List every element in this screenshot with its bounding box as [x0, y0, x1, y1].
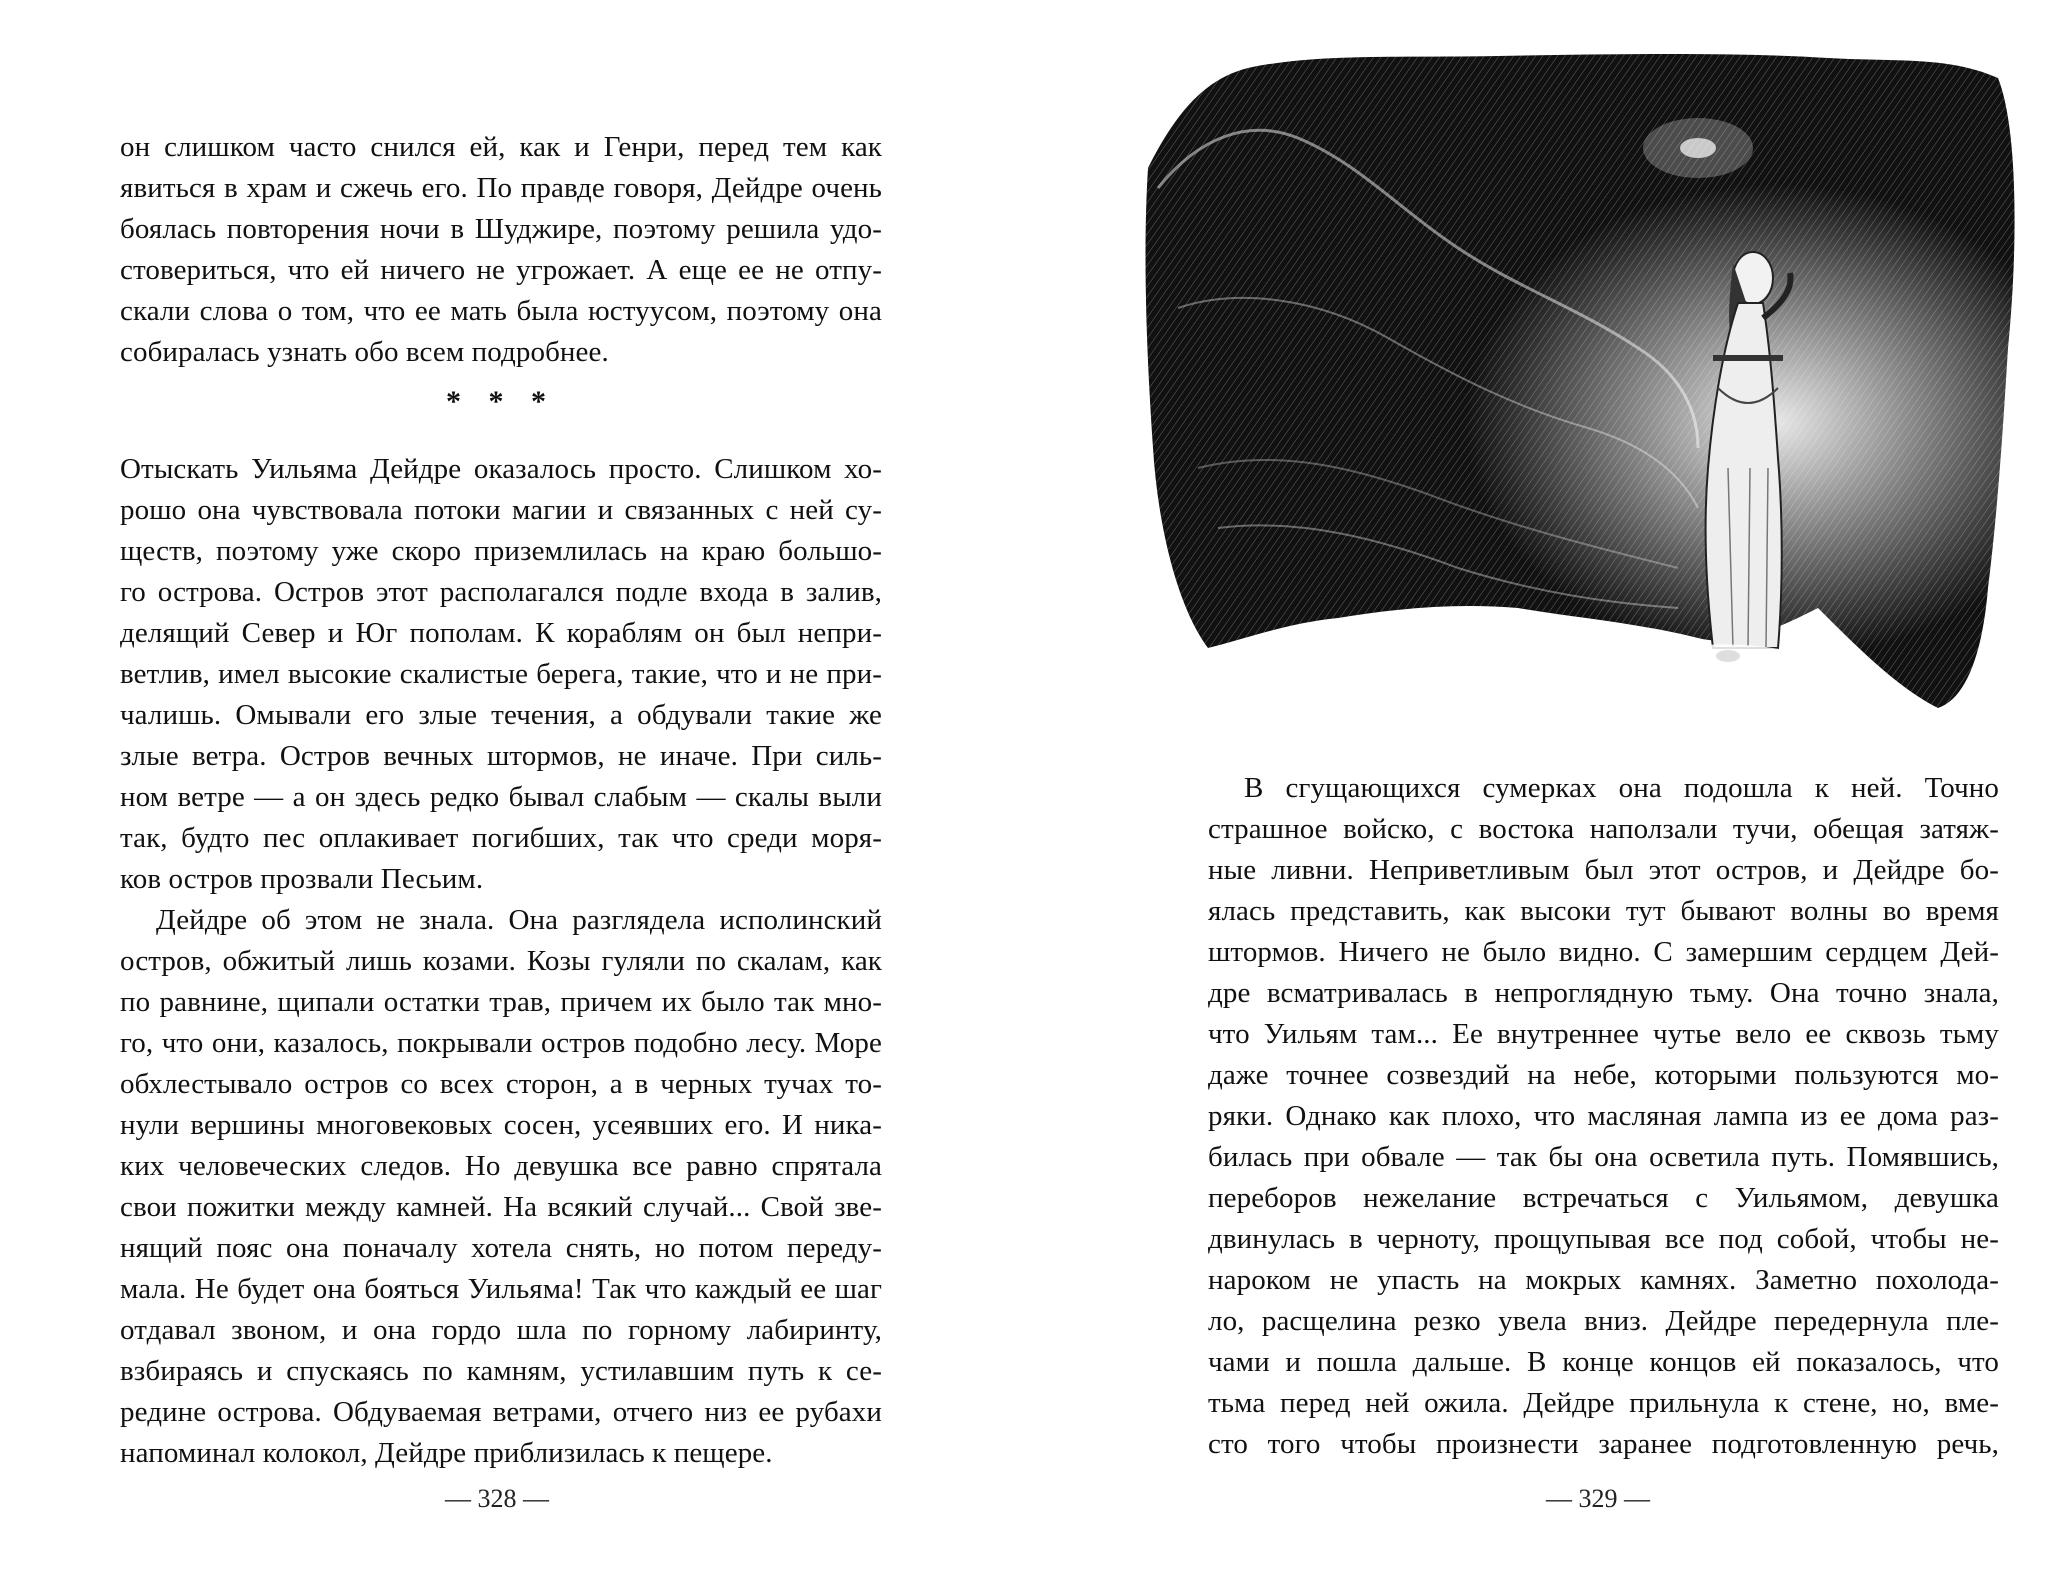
text-line: тьма перед ней ожила. Дейдре прильнула к стене, но, вме-	[1208, 1387, 1999, 1419]
text-line: ков остров прозвали Песьим.	[120, 863, 484, 895]
illustration-svg	[1138, 48, 2024, 728]
page-number: — 328 —	[445, 1484, 549, 1513]
text-line: ществ, поэтому уже скоро приземлилась на краю большо-	[120, 535, 882, 567]
text-line: взбираясь и спускаясь по камням, устилавшим путь к се-	[120, 1355, 882, 1387]
text-line: так, будто пес оплакивает погибших, так что среди моря-	[120, 822, 882, 854]
text-line: собиралась узнать обо всем подробнее.	[120, 336, 609, 368]
text-line: переборов нежелание встречаться с Уильямом, девушка	[1208, 1182, 1999, 1214]
text-line: стовериться, что ей ничего не угрожает. А еще ее не отпу-	[120, 254, 882, 286]
text-line: свои пожитки между камней. На всякий случай... Свой зве-	[120, 1191, 882, 1223]
text-line: дре всматривалась в непроглядную тьму. Она точно знала,	[1208, 977, 1999, 1009]
section-separator: * * *	[446, 385, 556, 418]
text-line: ряки. Однако как плохо, что масляная лампа из ее дома раз-	[1208, 1100, 1999, 1132]
text-line: нули вершины многовековых сосен, усеявших его. И ника-	[120, 1109, 882, 1141]
text-line: обхлестывало остров со всех сторон, а в черных тучах то-	[120, 1068, 882, 1100]
text-line: го, что они, казалось, покрывали остров подобно лесу. Море	[120, 1027, 882, 1059]
text-line: нароком не упасть на мокрых камнях. Заметно похолода-	[1208, 1264, 1999, 1296]
text-line: редине острова. Обдуваемая ветрами, отчего низ ее рубахи	[120, 1396, 882, 1428]
text-line: ном ветре — а он здесь редко бывал слабым — скалы выли	[120, 781, 882, 813]
text-line: скали слова о том, что ее мать была юстуусом, поэтому она	[120, 295, 882, 327]
text-line: злые ветра. Остров вечных штормов, не иначе. При силь-	[120, 740, 882, 772]
text-line: В сгущающихся сумерках она подошла к ней. Точно	[1244, 772, 1999, 804]
text-line: что Уильям там... Ее внутреннее чутье вело ее сквозь тьму	[1208, 1018, 1999, 1050]
text-line: явиться в храм и сжечь его. По правде говоря, Дейдре очень	[120, 172, 882, 204]
text-line: Отыскать Уильяма Дейдре оказалось просто. Слишком хо-	[120, 453, 882, 485]
text-line: рошо она чувствовала потоки магии и связанных с ней су-	[120, 494, 882, 526]
text-line: делящий Север и Юг пополам. К кораблям он был непри-	[120, 617, 882, 649]
text-line: чалишь. Омывали его злые течения, а обдували такие же	[120, 699, 882, 731]
text-line: ких человеческих следов. Но девушка все равно спрятала	[120, 1150, 882, 1182]
text-line: боялась повторения ночи в Шуджире, поэтому решила удо-	[120, 213, 882, 245]
page-number: — 329 —	[1546, 1484, 1650, 1513]
text-line: нящий пояс она поначалу хотела снять, но потом переду-	[120, 1232, 882, 1264]
text-line: го острова. Остров этот располагался подле входа в залив,	[120, 576, 882, 608]
text-line: страшное войско, с востока наползали тучи, обещая затяж-	[1208, 813, 1999, 845]
text-line: чами и пошла дальше. В конце концов ей показалось, что	[1208, 1346, 1999, 1378]
text-line: он слишком часто снился ей, как и Генри, перед тем как	[120, 131, 882, 163]
text-line: напоминал колокол, Дейдре приблизилась к пещере.	[120, 1437, 773, 1469]
text-line: штормов. Ничего не было видно. С замершим сердцем Дей-	[1208, 936, 1999, 968]
text-line: Дейдре об этом не знала. Она разглядела исполинский	[156, 904, 882, 936]
text-line: ялась представить, как высоки тут бывают волны во время	[1208, 895, 1999, 927]
text-line: двинулась в черноту, прощупывая все под собой, чтобы не-	[1208, 1223, 1999, 1255]
illustration-dragon-and-girl	[1138, 48, 2024, 728]
text-line: ные ливни. Неприветливым был этот остров, и Дейдре бо-	[1208, 854, 1999, 886]
text-line: ветлив, имел высокие скалистые берега, такие, что и не при-	[120, 658, 882, 690]
text-line: билась при обвале — так бы она осветила путь. Помявшись,	[1208, 1141, 1999, 1173]
text-line: даже точнее созвездий на небе, которыми пользуются мо-	[1208, 1059, 1999, 1091]
text-line: мала. Не будет она бояться Уильяма! Так что каждый ее шаг	[120, 1273, 882, 1305]
text-line: сто того чтобы произнести заранее подготовленную речь,	[1208, 1428, 1999, 1460]
text-line: ло, расщелина резко увела вниз. Дейдре передернула пле-	[1208, 1305, 1999, 1337]
text-line: по равнине, щипали остатки трав, причем их было так мно-	[120, 986, 882, 1018]
text-line: остров, обжитый лишь козами. Козы гуляли по скалам, как	[120, 945, 882, 977]
text-line: отдавал звоном, и она гордо шла по горному лабиринту,	[120, 1314, 882, 1346]
